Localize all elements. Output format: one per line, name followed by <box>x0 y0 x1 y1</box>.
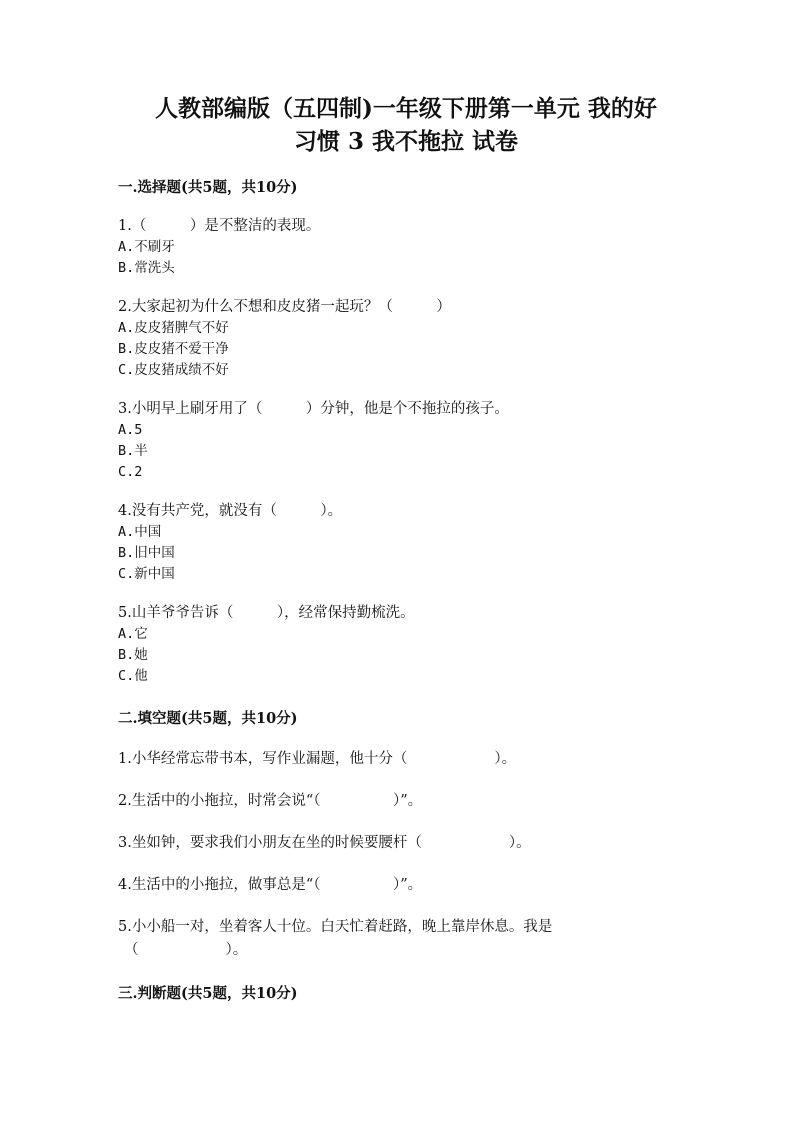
option-b[interactable]: B.皮皮猪不爱干净 <box>118 341 229 357</box>
option-c[interactable]: C.新中国 <box>118 566 175 582</box>
option-a[interactable]: A.中国 <box>118 524 162 540</box>
option-c[interactable]: C.2 <box>118 464 143 480</box>
question-text: 1.（ ）是不整洁的表现。 <box>118 218 321 234</box>
fill-question-5 <box>118 916 694 962</box>
choice-question-3 <box>118 399 694 483</box>
option-b[interactable]: B.她 <box>118 647 148 663</box>
section-heading-choice: 一.选择题(共5题，共10分) <box>118 179 298 196</box>
section-heading-judge: 三.判断题(共5题，共10分) <box>118 985 298 1002</box>
choice-question-1 <box>118 216 694 279</box>
fill-question-4: 4.生活中的小拖拉，做事总是“（ ）”。 <box>118 877 423 893</box>
section-heading-fill: 二.填空题(共5题，共10分) <box>118 710 298 727</box>
question-text: 3.小明早上刷牙用了（ ）分钟，他是个不拖拉的孩子。 <box>118 401 509 417</box>
fill-question-text: 5.小小船一对，坐着客人十位。白天忙着赶路，晚上靠岸休息。我是 <box>118 919 553 935</box>
question-text: 5.山羊爷爷告诉（ ），经常保持勤梳洗。 <box>118 605 415 621</box>
question-text: 2.大家起初为什么不想和皮皮猪一起玩？（ ） <box>118 299 451 315</box>
option-b[interactable]: B.旧中国 <box>118 545 175 561</box>
fill-question-2: 2.生活中的小拖拉，时常会说“（ ）”。 <box>118 793 423 809</box>
option-a[interactable]: A.5 <box>118 422 143 438</box>
option-a[interactable]: A.皮皮猪脾气不好 <box>118 320 229 336</box>
option-c[interactable]: C.皮皮猪成绩不好 <box>118 362 229 378</box>
fill-question-continued: （ ）。 <box>124 942 248 958</box>
option-a[interactable]: A.它 <box>118 626 148 642</box>
fill-question-3: 3.坐如钟，要求我们小朋友在坐的时候要腰杆（ ）。 <box>118 835 531 851</box>
option-b[interactable]: B.常洗头 <box>118 260 175 276</box>
choice-question-5 <box>118 603 694 687</box>
choice-question-4 <box>118 501 694 585</box>
page-title <box>118 92 694 158</box>
option-b[interactable]: B.半 <box>118 443 148 459</box>
question-text: 4.没有共产党，就没有（ ）。 <box>118 503 343 519</box>
title-line-2: 习惯 3 我不拖拉 试卷 <box>293 128 519 155</box>
fill-question-1: 1.小华经常忘带书本，写作业漏题，他十分（ ）。 <box>118 751 517 767</box>
option-c[interactable]: C.他 <box>118 668 148 684</box>
option-a[interactable]: A.不刷牙 <box>118 239 175 255</box>
title-line-1: 人教部编版（五四制)一年级下册第一单元 我的好 <box>155 95 657 122</box>
choice-question-2 <box>118 297 694 381</box>
